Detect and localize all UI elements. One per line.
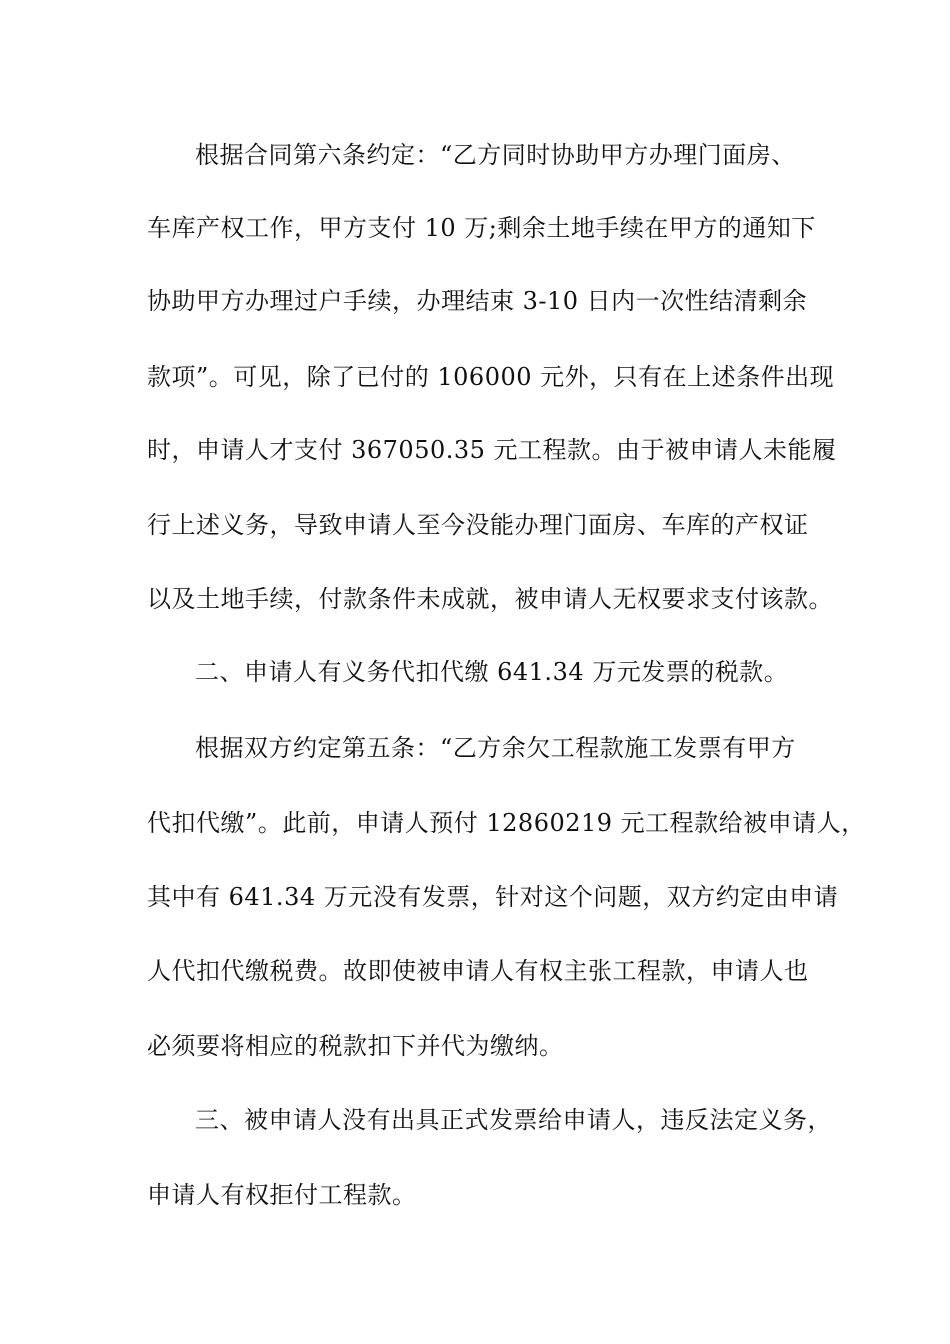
paragraph-1-line-3: 协助甲方办理过户手续，办理结束 3-10 日内一次性结清剩余 (147, 287, 808, 315)
paragraph-2-line-4: 人代扣代缴税费。故即使被申请人有权主张工程款，申请人也 (147, 957, 809, 985)
section-heading-2: 二、申请人有义务代扣代缴 641.34 万元发票的税款。 (195, 658, 789, 686)
paragraph-2-line-2: 代扣代缴”。此前，申请人预付 12860219 元工程款给被申请人， (147, 809, 866, 837)
paragraph-2-line-5: 必须要将相应的税款扣下并代为缴纳。 (147, 1032, 564, 1060)
paragraph-2-line-1: 根据双方约定第五条：“乙方余欠工程款施工发票有甲方 (195, 734, 796, 762)
section-heading-3-line-1: 三、被申请人没有出具正式发票给申请人，违反法定义务， (195, 1106, 832, 1134)
paragraph-1-line-4: 款项”。可见，除了已付的 106000 元外，只有在上述条件出现 (147, 363, 835, 391)
paragraph-1-line-6: 行上述义务，导致申请人至今没能办理门面房、车库的产权证 (147, 511, 809, 539)
paragraph-1-line-2: 车库产权工作，甲方支付 10 万;剩余土地手续在甲方的通知下 (147, 214, 816, 242)
paragraph-1-line-1: 根据合同第六条约定：“乙方同时协助甲方办理门面房、 (195, 141, 796, 169)
paragraph-1-line-7: 以及土地手续，付款条件未成就，被申请人无权要求支付该款。 (147, 585, 833, 613)
paragraph-2-line-3: 其中有 641.34 万元没有发票，针对这个问题，双方约定由申请 (147, 883, 839, 911)
section-heading-3-line-2: 申请人有权拒付工程款。 (147, 1181, 417, 1209)
paragraph-1-line-5: 时，申请人才支付 367050.35 元工程款。由于被申请人未能履 (147, 436, 837, 464)
